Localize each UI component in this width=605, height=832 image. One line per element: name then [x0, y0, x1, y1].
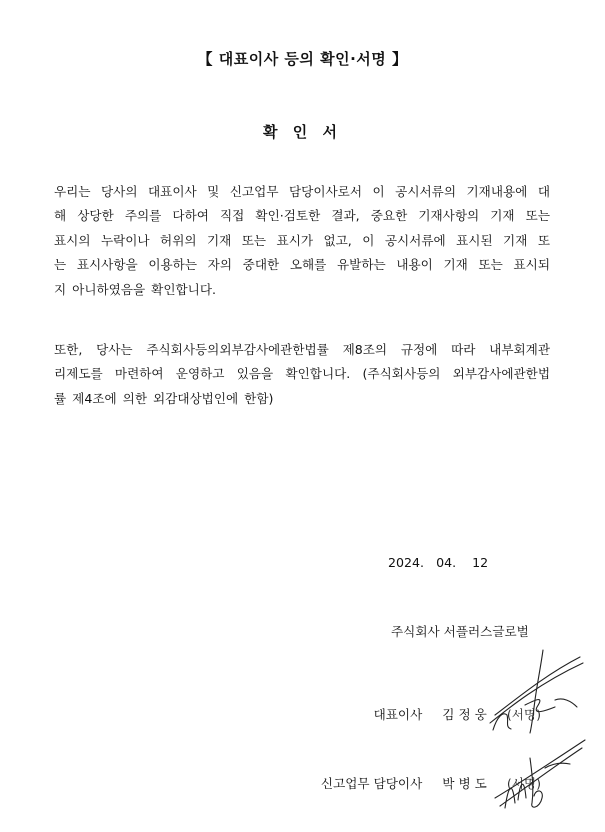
internal-control-paragraph: [54, 338, 550, 411]
sign-label: (서명): [506, 707, 541, 722]
signer-role: 신고업무 담당이사: [320, 776, 423, 791]
signer-role: 대표이사: [373, 707, 423, 722]
paragraph-line: 률 제4조에 의한 외감대상법인에 한함): [54, 390, 274, 406]
ceo-signature-line: [366, 689, 541, 723]
signer-name: 김 정 웅: [442, 707, 487, 722]
paragraph-line: 리제도를 마련하여 운영하고 있음을 확인합니다. (주식회사등의 외부감사에관한법: [54, 366, 550, 382]
signer-name: 박 병 도: [442, 776, 487, 791]
document-date: 2024. 04. 12: [388, 555, 489, 570]
company-name: 주식회사 서플러스글로벌: [391, 624, 529, 639]
paragraph-line: 표시의 누락이나 허위의 기재 또는 표시가 없고, 이 공시서류에 표시된 기재 또: [54, 232, 550, 248]
paragraph-line: 해 상당한 주의를 다하여 직접 확인·검토한 결과, 중요한 기재사항의 기재 또는: [54, 208, 550, 224]
paragraph-line: 우리는 당사의 대표이사 및 신고업무 담당이사로서 이 공시서류의 기재내용에 대: [54, 184, 550, 199]
confirmation-paragraph: [54, 180, 550, 302]
sign-label: (서명): [506, 776, 541, 791]
paragraph-line: 지 아니하였음을 확인합니다.: [54, 281, 216, 297]
paragraph-line: 는 표시사항을 이용하는 자의 중대한 오해를 유발하는 내용이 기재 또는 표시되: [54, 257, 550, 273]
paragraph-line: 또한, 당사는 주식회사등의외부감사에관한법률 제8조의 규정에 따라 내부회계관: [54, 342, 550, 357]
document-subtitle: 확 인 서: [263, 123, 342, 141]
reporting-director-signature-line: [313, 758, 541, 792]
document-title: 【 대표이사 등의 확인·서명 】: [197, 50, 408, 68]
